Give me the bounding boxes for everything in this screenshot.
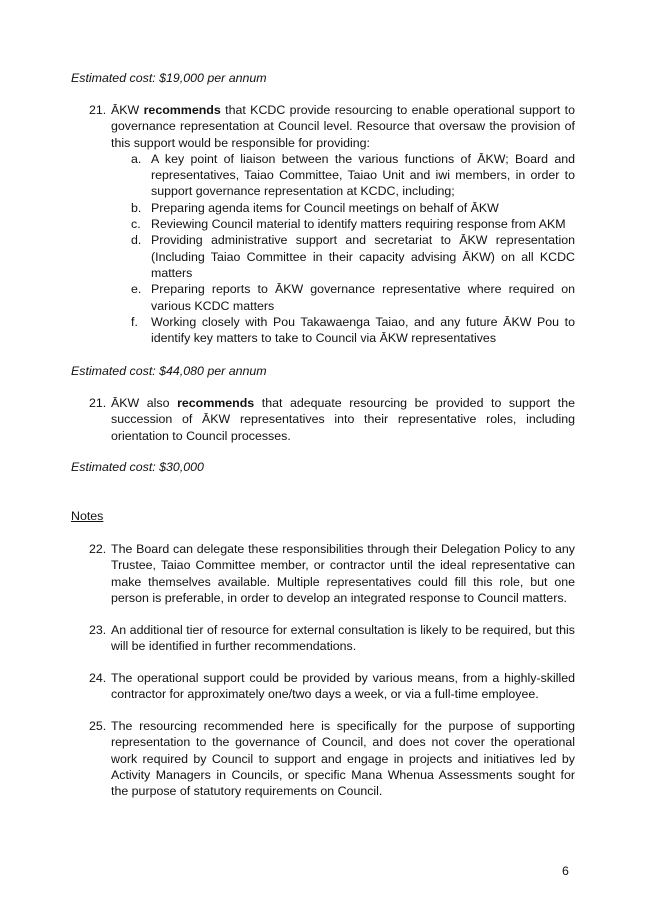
note-text: The resourcing recommended here is specifically for the purpose of supporting representation to the governance of Council, and does not cover the operational work required by Council to support and engage in projects and initiatives led by Activity Managers in Councils, or specific Mana Whenua Assessments sought for the purpose of statutory requirements on Council. xyxy=(111,719,575,799)
sub-item xyxy=(111,216,575,232)
note-text: The operational support could be provided by various means, from a highly-skilled contractor for approximately one/two days a week, or via a full-time employee. xyxy=(111,671,575,702)
sub-item xyxy=(111,281,575,314)
note-number: 25. xyxy=(89,719,107,733)
sub-text: Reviewing Council material to identify matters requiring response from AKM xyxy=(151,217,566,232)
sub-letter: c. xyxy=(131,217,141,232)
note-23 xyxy=(89,622,575,655)
item-text-bold: recommends xyxy=(177,396,255,410)
sub-item xyxy=(111,151,575,200)
sub-item xyxy=(111,200,575,216)
note-text: The Board can delegate these responsibilities through their Delegation Policy to any Trustee, Taiao Committee member, or contractor until the ideal representative can make themselves available. Multiple representatives could fill this role, but one person is preferable, in order to develop an integrated response to Council matters. xyxy=(111,542,575,605)
notes-heading: Notes xyxy=(71,509,104,523)
sub-text: Providing administrative support and secretariat to ĀKW representation (Including Taiao Committee in their capacity advising ĀKW) on all KCDC matters xyxy=(151,233,575,280)
recommendation-21-succession xyxy=(89,395,576,444)
item-number: 21. xyxy=(89,103,107,117)
sub-item xyxy=(111,232,575,281)
sub-letter: f. xyxy=(131,314,138,329)
estimated-cost-2: Estimated cost: $44,080 per annum xyxy=(71,364,267,378)
note-text: An additional tier of resource for external consultation is likely to be required, but this will be identified in further recommendations. xyxy=(111,623,575,654)
sub-letter: a. xyxy=(131,151,142,166)
item-text-post: that KCDC provide resourcing to enable operational support to governance representation at Council level. Resource that oversaw the provision of this support would be responsible for providing: xyxy=(111,103,575,150)
note-number: 24. xyxy=(89,671,107,685)
estimated-cost-3: Estimated cost: $30,000 xyxy=(71,460,204,474)
item-text-pre: ĀKW also xyxy=(111,396,178,410)
page-number: 6 xyxy=(562,864,569,878)
note-22 xyxy=(89,541,575,606)
item-text-post: that adequate resourcing be provided to support the succession of ĀKW representatives into their representative roles, including orientation to Council processes. xyxy=(111,396,576,443)
sub-text: Preparing reports to ĀKW governance representative where required on various KCDC matters xyxy=(151,282,575,313)
estimated-cost-1: Estimated cost: $19,000 per annum xyxy=(71,71,267,85)
sub-text: A key point of liaison between the various functions of ĀKW; Board and representatives, Taiao Committee, Taiao Unit and iwi members, in order to support governance representation at KCDC, including; xyxy=(151,151,575,199)
sub-letter: b. xyxy=(131,200,142,215)
sub-letter: d. xyxy=(131,233,142,248)
note-24 xyxy=(89,670,575,703)
sub-text: Working closely with Pou Takawaenga Taiao, and any future ĀKW Pou to identify key matters to take to Council via ĀKW representatives xyxy=(151,314,575,346)
item-number: 21. xyxy=(89,396,107,410)
item-text-bold: recommends xyxy=(143,103,221,117)
sub-item xyxy=(111,314,575,347)
item-text-pre: ĀKW xyxy=(111,103,144,117)
note-number: 22. xyxy=(89,542,107,556)
sub-text: Preparing agenda items for Council meetings on behalf of ĀKW xyxy=(151,200,499,215)
note-25 xyxy=(89,718,575,799)
sub-letter: e. xyxy=(131,282,142,297)
recommendation-21-support xyxy=(89,102,575,346)
note-number: 23. xyxy=(89,623,107,637)
